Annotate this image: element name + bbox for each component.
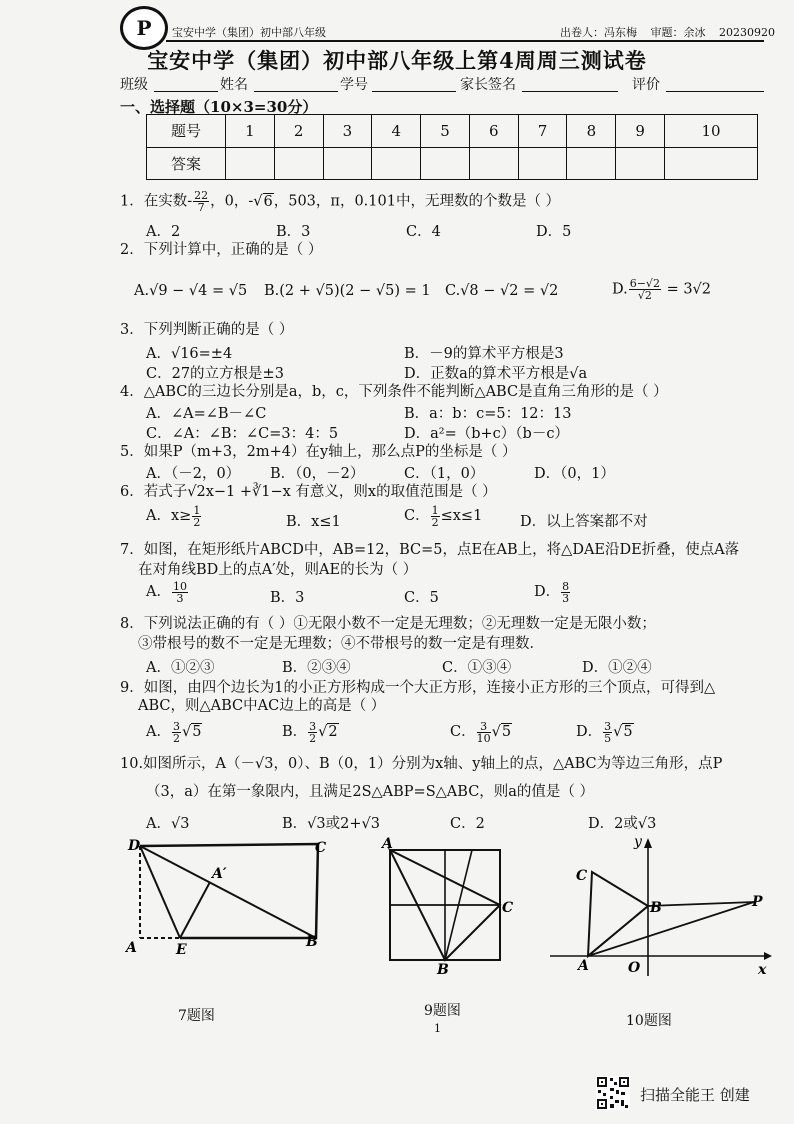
fig9-label-b: B — [437, 962, 449, 976]
q6-c-label: C． — [404, 508, 430, 524]
table-cell: 6 — [469, 115, 518, 148]
q6-option-d: D．以上答案都不对 — [520, 514, 648, 530]
q7-option-a — [146, 580, 189, 604]
q10-option-c: C．2 — [450, 816, 485, 832]
q7-option-b: B．3 — [270, 590, 305, 606]
fig7-label-b: B — [306, 934, 318, 950]
q2-option-d — [612, 278, 711, 301]
q5-option-b: B．（0，－2） — [270, 466, 365, 482]
q8-option-b: B．②③④ — [282, 660, 351, 676]
q9-b-num: 3 — [309, 719, 317, 733]
q6-a-num: 1 — [193, 503, 201, 517]
fig7-rectangle-edges — [140, 844, 318, 938]
q9-option-c: C． $\frac{3}{10}$ √5 — [450, 719, 512, 745]
field-parent-label: 家长签名 — [460, 77, 516, 93]
q5-option-c: C．（1，0） — [404, 466, 485, 482]
answer-cell[interactable] — [274, 147, 323, 180]
q9-d-fraction — [603, 721, 612, 744]
header-reviewer: 审题：余冰 — [650, 26, 706, 39]
q3-option-a: A．√16=±4 — [146, 346, 233, 362]
table-row — [147, 147, 758, 180]
answer-cell[interactable] — [226, 147, 275, 180]
student-info-row — [120, 74, 765, 96]
q9-a-fraction — [172, 721, 181, 744]
field-parent-blank[interactable] — [522, 91, 618, 92]
q7-d-den: 3 — [562, 591, 570, 605]
q2-d-rest: = 3√2 — [666, 281, 712, 298]
field-class-blank[interactable] — [154, 91, 218, 92]
q1-text-c: ，503，π，0.101中，无理数的个数是（ ） — [273, 193, 561, 210]
q7-d-label: D． — [534, 584, 561, 600]
fig10-label-x: x — [758, 962, 767, 978]
q6-a-text: A．x≥ — [146, 508, 192, 524]
q9-a-den: 2 — [172, 731, 180, 745]
q1-option-c: C．4 — [406, 224, 441, 240]
fig10-label-p: P — [752, 894, 763, 910]
q6-c-rest: ≤x≤1 — [440, 508, 483, 524]
q3-option-c: C．27的立方根是±3 — [146, 366, 284, 382]
q9-a-root: 5 — [192, 724, 202, 740]
field-name-label: 姓名 — [220, 77, 248, 93]
figure-9-caption: 9题图 — [424, 1003, 461, 1019]
fig7-label-d: D — [128, 838, 141, 854]
qr-code-icon — [596, 1076, 630, 1110]
question-8-line1: 8．下列说法正确的有（ ）①无限小数不一定是无理数；②无理数一定是无限小数； — [120, 616, 656, 632]
q6-c-den: 2 — [431, 515, 439, 529]
fig9-label-c: C — [502, 900, 514, 916]
header-school: 宝安中学（集团）初中部八年级 — [172, 26, 326, 39]
fig7-diagonal-db — [140, 846, 316, 938]
table-cell: 3 — [323, 115, 372, 148]
question-2-stem: 2．下列计算中，正确的是（ ） — [120, 242, 323, 258]
fig7-label-c: C — [315, 840, 327, 856]
q2-option-b: B.(2 + √5)(2 − √5) = 1 — [264, 283, 431, 299]
header-date: 20230920 — [719, 26, 775, 39]
figure-10-caption: 10题图 — [626, 1013, 672, 1029]
q9-b-den: 2 — [309, 731, 317, 745]
fig10-y-arrow — [644, 838, 652, 848]
q7-a-den: 3 — [176, 591, 184, 605]
fig7-label-a-prime: A′ — [212, 866, 227, 882]
q1-option-d: D．5 — [536, 224, 572, 240]
figure-7-diagram — [118, 834, 338, 962]
q1-option-a: A．2 — [146, 224, 181, 240]
question-4-stem: 4．△ABC的三边长分别是a，b，c，下列条件不能判断△ABC是直角三角形的是（ ） — [120, 384, 668, 400]
q8-option-c: C．①③④ — [442, 660, 512, 676]
q9-c-den: 10 — [476, 731, 491, 745]
question-10-line2: （3，a）在第一象限内，且满足2S△ABP=S△ABC，则a的值是（ ） — [146, 784, 595, 800]
q3-option-b: B．－9的算术平方根是3 — [404, 346, 564, 362]
q8-option-a: A．①②③ — [146, 660, 215, 676]
fig10-label-b: B — [650, 900, 662, 916]
q5-option-d: D．（0，1） — [534, 466, 615, 482]
fig7-segment-ea — [180, 882, 210, 938]
q1-root: 6 — [263, 193, 273, 210]
answer-cell[interactable] — [323, 147, 372, 180]
table-cell: 1 — [226, 115, 275, 148]
q9-b-label: B． — [282, 724, 308, 740]
q9-c-root: 5 — [501, 724, 512, 740]
q9-b-fraction — [308, 721, 317, 744]
q7-a-label: A． — [146, 584, 171, 600]
q9-d-label: D． — [576, 724, 603, 740]
field-eval-label: 评价 — [632, 77, 660, 93]
q9-option-a: A． $\frac{3}{2}$ √5 — [146, 719, 202, 745]
q2-option-a: A.√9 − √4 = √5 — [134, 283, 248, 299]
field-id-blank[interactable] — [372, 91, 456, 92]
fig10-triangle-abp — [588, 902, 754, 956]
q6-a-den: 2 — [193, 515, 201, 529]
header-meta — [560, 24, 785, 40]
q9-c-num: 3 — [477, 721, 491, 733]
fig7-label-a: A — [126, 940, 137, 956]
q9-option-d: D． $\frac{3}{5}$ √5 — [576, 719, 633, 745]
fig10-x-arrow — [764, 952, 772, 960]
fig10-label-y: y — [634, 834, 642, 850]
q9-option-b: B． $\frac{3}{2}$ √2 — [282, 719, 338, 745]
table-header-cell: 题号 — [147, 115, 226, 148]
q4-option-c: C．∠A：∠B：∠C=3：4：5 — [146, 426, 339, 442]
q2-d-den: √2 — [637, 289, 652, 302]
question-9-line2: ABC，则△ABC中AC边上的高是（ ） — [138, 698, 386, 714]
q10-option-a: A．√3 — [146, 816, 190, 832]
q9-d-root: 5 — [623, 724, 633, 740]
question-9-line1: 9．如图，由四个边长为1的小正方形构成一个大正方形，连接小正方形的三个顶点，可得到△ — [120, 680, 716, 696]
q1-text-b: ，0，- — [210, 193, 254, 210]
q2-d-fraction — [629, 278, 661, 301]
header-rule — [166, 40, 764, 42]
question-7-line2: 在对角线BD上的点A′处，则AE的长为（ ） — [138, 562, 418, 578]
q9-a-label: A． — [146, 724, 171, 740]
q8-option-d: D．①②④ — [582, 660, 652, 676]
q6-c-fraction — [431, 505, 440, 528]
scanner-watermark: 扫描全能王 创建 — [640, 1086, 750, 1104]
q9-c-label: C． — [450, 724, 476, 740]
school-logo — [120, 6, 168, 50]
fig10-label-a: A — [578, 958, 589, 974]
fig7-label-e: E — [176, 942, 187, 958]
q4-option-d: D．a²=（b+c）（b－c） — [404, 426, 569, 442]
q1-option-b: B．3 — [276, 224, 311, 240]
question-10-line1: 10.如图所示，A（－√3，0）、B（0，1）分别为x轴、y轴上的点，△ABC为等边三角形，点P — [120, 756, 723, 772]
q6-a-fraction — [192, 505, 201, 528]
q7-option-d — [534, 580, 571, 604]
q6-c-num: 1 — [431, 503, 439, 517]
table-row — [147, 115, 758, 148]
fig9-label-a: A — [382, 836, 393, 852]
fig7-fold-de — [140, 846, 180, 938]
q4-option-a: A．∠A=∠B－∠C — [146, 406, 267, 422]
table-header-cell: 答案 — [147, 147, 226, 180]
field-name-blank[interactable] — [254, 91, 338, 92]
section-heading: 一、选择题（10×3=30分） — [120, 98, 318, 116]
table-cell: 8 — [567, 115, 616, 148]
question-6-stem: 6．若式子√2x−1 +∛1−x 有意义，则x的取值范围是（ ） — [120, 484, 497, 500]
q3-option-d: D．正数a的算术平方根是√a — [404, 366, 588, 382]
question-3-stem: 3．下列判断正确的是（ ） — [120, 322, 294, 338]
page-title: 宝安中学（集团）初中部八年级上第4周周三测试卷 — [147, 48, 647, 73]
table-cell: 5 — [421, 115, 470, 148]
answer-table — [146, 114, 758, 180]
q1-frac-den: 7 — [197, 201, 205, 214]
fig10-label-o: O — [628, 960, 641, 976]
q7-option-c: C．5 — [404, 590, 439, 606]
answer-cell[interactable] — [665, 147, 758, 180]
q10-option-b: B．√3或2+√3 — [282, 816, 380, 832]
q1-fraction — [193, 190, 209, 213]
q9-d-num: 3 — [604, 719, 612, 733]
question-1-stem: 1．在实数- $\frac{22}{7}$ ，0，-√6，503，π，0.101中，无理数的个数是（ ） — [120, 189, 561, 214]
q7-d-num: 8 — [562, 579, 570, 593]
q9-c-fraction — [477, 721, 491, 744]
figure-10-diagram — [546, 834, 772, 980]
question-5-stem: 5．如果P（m+3，2m+4）在y轴上，那么点P的坐标是（ ） — [120, 444, 517, 460]
field-class-label: 班级 — [120, 77, 148, 93]
table-cell: 4 — [372, 115, 421, 148]
question-7-line1: 7．如图，在矩形纸片ABCD中，AB=12，BC=5，点E在AB上，将△DAE沿DE折叠，使点A落 — [120, 542, 740, 558]
question-8-line2: ③带根号的数不一定是无理数；④不带根号的数一定是有理数． — [138, 636, 544, 652]
q7-a-fraction — [172, 581, 188, 604]
table-cell: 10 — [665, 115, 758, 148]
table-cell: 9 — [616, 115, 665, 148]
figure-9-diagram — [374, 834, 524, 976]
answer-cell[interactable] — [616, 147, 665, 180]
logo-letter: P — [136, 16, 152, 40]
q2-d-label: D. — [612, 281, 628, 298]
q2-option-c: C.√8 − √2 = √2 — [445, 283, 559, 299]
table-cell: 2 — [274, 115, 323, 148]
q1-text-a: 1．在实数- — [120, 193, 193, 210]
q2-d-num: 6−√2 — [629, 277, 660, 290]
q7-a-num: 10 — [172, 579, 187, 593]
q5-option-a: A．（－2，0） — [146, 466, 241, 482]
figure-7-caption: 7题图 — [178, 1008, 215, 1024]
q1-frac-num: 22 — [194, 189, 209, 202]
q4-option-b: B．a：b：c=5：12：13 — [404, 406, 572, 422]
field-id-label: 学号 — [340, 77, 368, 93]
answer-cell[interactable] — [372, 147, 421, 180]
fig10-label-c: C — [576, 868, 588, 884]
q9-a-num: 3 — [172, 719, 180, 733]
q10-option-d: D．2或√3 — [588, 816, 657, 832]
q6-option-c — [404, 504, 482, 528]
q9-b-root: 2 — [328, 724, 338, 740]
q6-option-b: B．x≤1 — [286, 514, 341, 530]
page-number: 1 — [434, 1022, 441, 1035]
table-cell: 7 — [518, 115, 567, 148]
field-eval-blank[interactable] — [666, 91, 764, 92]
answer-cell[interactable] — [469, 147, 518, 180]
q9-d-den: 5 — [604, 731, 612, 745]
q6-option-a — [146, 504, 202, 528]
header-setter: 出卷人：冯东梅 — [560, 26, 637, 39]
q7-d-fraction — [561, 581, 570, 604]
answer-cell[interactable] — [421, 147, 470, 180]
answer-cell[interactable] — [518, 147, 567, 180]
answer-cell[interactable] — [567, 147, 616, 180]
